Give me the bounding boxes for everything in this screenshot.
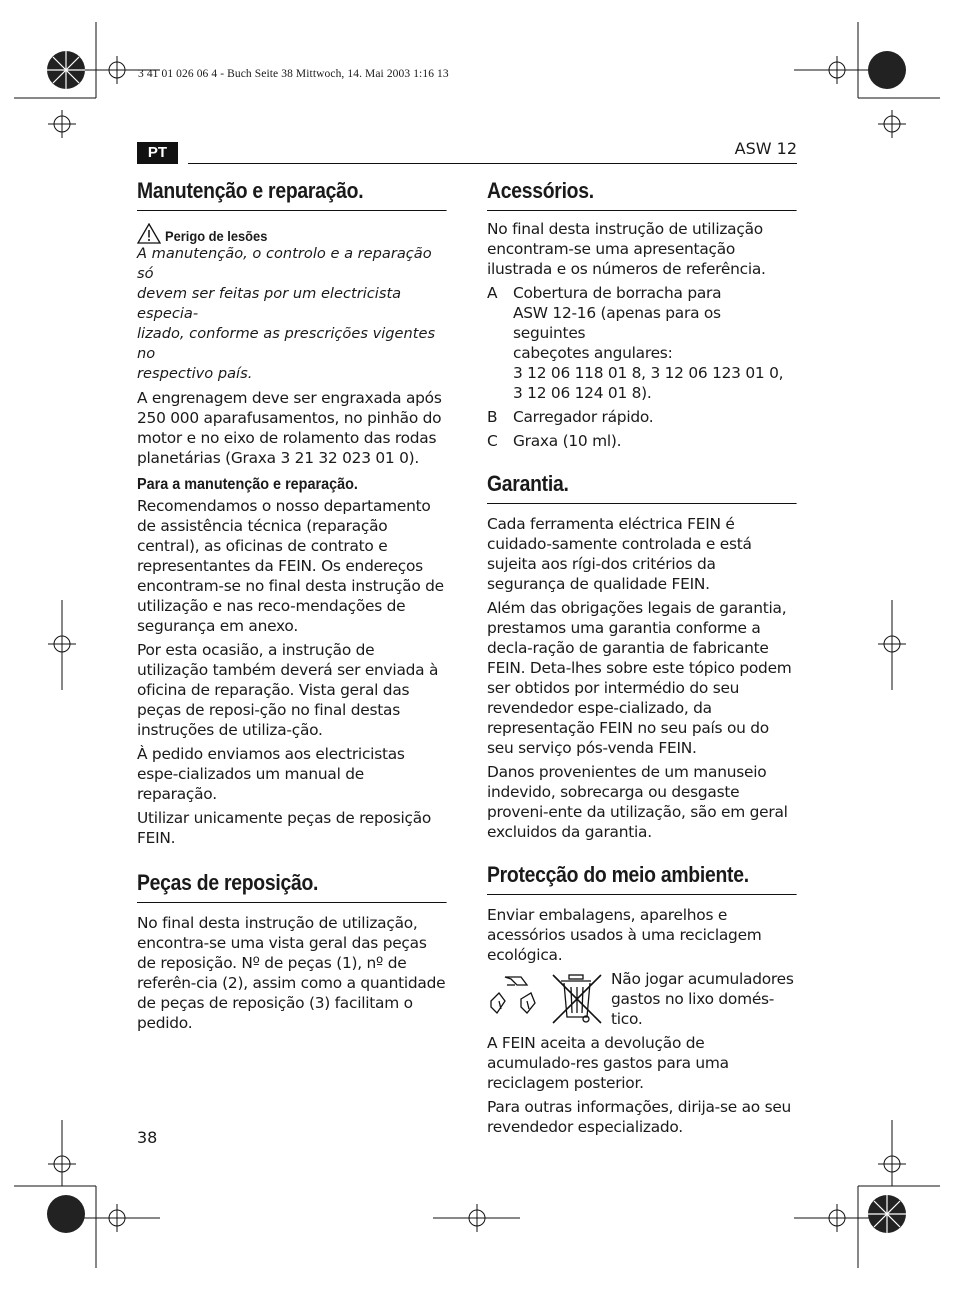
section-title-accessories: Acessórios. <box>487 178 797 211</box>
language-badge: PT <box>137 142 178 164</box>
warning-text <box>137 244 447 384</box>
paragraph-spare-parts: No final desta instrução de utilização, encontra-se uma vista geral das peças de reposição. Nº de peças (1), nº de referên-cia (2), assim como a quantidade de peças de reposição (3) facilitam o pedido. <box>137 914 446 1032</box>
warning-line: lizado, conforme as prescrições vigentes no <box>137 325 436 362</box>
paragraph-spare-parts-fein: Utilizar unicamente peças de reposição FEIN. <box>137 809 432 847</box>
subheading-maintenance: Para a manutenção e reparação. <box>137 476 358 493</box>
paragraph-lubrication: A engrenagem deve ser engraxada após 250 000 aparafusamentos, no pinhão do motor e no eixo de rolamento das rodas planetárias (Graxa 3 21 32 023 01 0). <box>137 389 442 467</box>
warning-line: A manutenção, o controlo e a reparação só <box>137 245 432 282</box>
warning-title: Perigo de lesões <box>165 228 268 244</box>
list-item <box>487 283 797 403</box>
left-column <box>137 178 447 1037</box>
section-title-warranty: Garantia. <box>487 471 797 504</box>
paragraph-recycling: Enviar embalagens, aparelhos e acessórios usados à uma reciclagem ecológica. <box>487 906 762 964</box>
page-number: 38 <box>137 1128 158 1147</box>
list-key: B <box>487 408 498 426</box>
paragraph-battery-return: A FEIN aceita a devolução de acumulado-res gastos para uma reciclagem posterior. <box>487 1034 729 1092</box>
list-line: Cobertura de borracha para <box>513 284 722 302</box>
list-key: C <box>487 432 498 450</box>
right-column <box>487 178 797 1141</box>
warning-heading <box>137 223 447 244</box>
list-line: ASW 12-16 (apenas para os seguintes <box>513 304 721 342</box>
accessory-list <box>487 283 797 451</box>
warning-line: devem ser feitas por um electricista especia- <box>137 285 402 322</box>
list-item <box>487 407 797 427</box>
model-name: ASW 12 <box>734 139 797 158</box>
paragraph-warranty-quality: Cada ferramenta eléctrica FEIN é cuidado-samente controlada e está sujeita aos rígi-dos critérios da segurança de qualidade FEIN. <box>487 515 752 593</box>
list-line: Graxa (10 ml). <box>513 432 622 450</box>
list-item-text <box>513 283 797 403</box>
list-line: Carregador rápido. <box>513 408 654 426</box>
section-title-maintenance: Manutenção e reparação. <box>137 178 447 211</box>
paragraph-warranty-legal: Além das obrigações legais de garantia, prestamos uma garantia conforme a decla-ração de garantia de fabricante FEIN. Deta-lhes sobre este tópico podem ser obtidos por intermédio do seu revendedor espe-cializado, da representação FEIN no seu país ou do seu serviço pós-venda FEIN. <box>487 599 792 757</box>
header-rule <box>188 163 797 164</box>
section-title-environment: Protecção do meio ambiente. <box>487 862 797 895</box>
paragraph-more-info: Para outras informações, dirija-se ao seu revendedor especializado. <box>487 1098 792 1136</box>
warning-triangle-icon <box>137 223 161 244</box>
paragraph-service: Recomendamos o nosso departamento de assistência técnica (reparação central), as oficinas de contrato e representantes da FEIN. Os endereços encontram-se no final desta instrução de utilização e nas reco-mendações de segurança em anexo. <box>137 497 444 635</box>
crossed-bin-icon <box>549 971 605 1027</box>
paragraph-battery-disposal: Não jogar acumuladores gastos no lixo domés-tico. <box>611 970 794 1028</box>
list-line: 3 12 06 124 01 8). <box>513 384 652 402</box>
section-title-spare-parts: Peças de reposição. <box>137 870 447 903</box>
list-line: 3 12 06 118 01 8, 3 12 06 123 01 0, <box>513 364 784 382</box>
paragraph-warranty-exclusions: Danos provenientes de um manuseio indevido, sobrecarga ou desgaste proveni-ente da utilização, são em geral excluidos da garantia. <box>487 763 788 841</box>
print-info-line: 3 41 01 026 06 4 - Buch Seite 38 Mittwoch, 14. Mai 2003 1:16 13 <box>138 68 449 80</box>
paragraph-manual: À pedido enviamos aos electricistas espe-cializados um manual de reparação. <box>137 745 405 803</box>
list-key: A <box>487 284 498 302</box>
recycling-icon <box>487 971 541 1019</box>
warning-line: respectivo país. <box>137 365 253 382</box>
paragraph-accessories: No final desta instrução de utilização encontram-se uma apresentação ilustrada e os números de referência. <box>487 220 766 278</box>
list-item <box>487 431 797 451</box>
battery-disposal-row <box>487 969 797 1029</box>
disposal-icons <box>487 969 611 1027</box>
list-line: cabeçotes angulares: <box>513 344 673 362</box>
paragraph-instructions: Por esta ocasião, a instrução de utilização também deverá ser enviada à oficina de reparação. Vista geral das peças de reposi-ção no final destas instruções de utiliza-ção. <box>137 641 439 739</box>
